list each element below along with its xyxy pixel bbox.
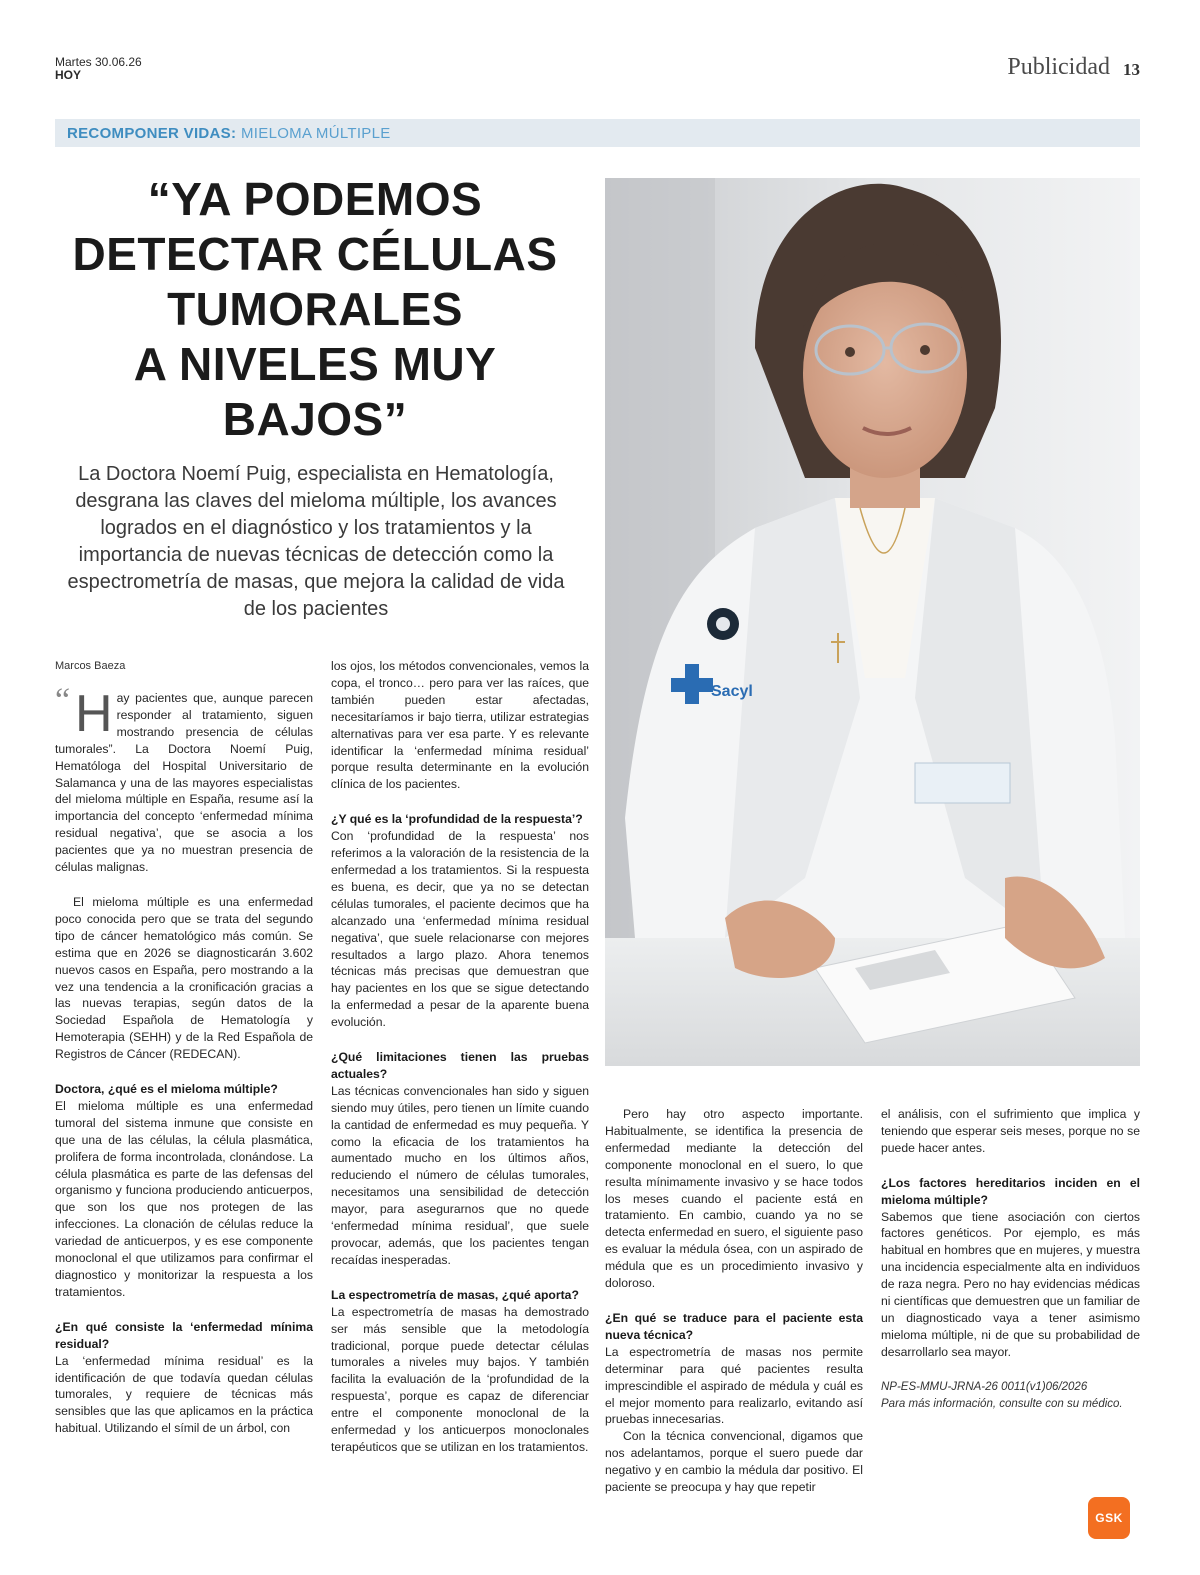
article-column-3 xyxy=(605,1106,863,1496)
interview-question: La espectrometría de masas, ¿qué aporta? xyxy=(331,1287,579,1302)
section-name: Publicidad xyxy=(1007,54,1110,80)
interview-question: ¿Qué limitaciones tienen las pruebas actuales? xyxy=(331,1050,589,1081)
headline-line: BAJOS” xyxy=(222,393,408,445)
date-text: Martes 30.06.26 xyxy=(55,55,142,69)
page-number: 13 xyxy=(1123,60,1140,79)
interview-answer: La espectrometría de masas nos permite determinar para qué pacientes resulta imprescindible el aspirado de médula y cuál es el mejor momento para realizarlo, evitando así pruebas innecesarias. xyxy=(605,1344,863,1427)
interview-question: ¿Los factores hereditarios inciden en el mieloma múltiple? xyxy=(881,1175,1140,1207)
reference-note: Para más información, consulte con su médico. xyxy=(881,1397,1123,1410)
interview-answer: La espectrometría de masas ha demostrado ser más sensible que la metodología tradicional, porque puede detectar células tumorales a niveles muy bajos. Y también facilita la evaluación de la ‘profundidad de la respuesta’, porque es capaz de diferenciar entre el componente monoclonal de la enfermedad y los anticuerpos monoclonales terapéuticos que se utilizan en los tratamientos. xyxy=(331,1304,589,1454)
topic-name: MIELOMA MÚLTIPLE xyxy=(241,125,391,142)
headline-line: TUMORALES xyxy=(167,283,463,335)
sponsor-logo: GSK xyxy=(1088,1497,1130,1539)
standfirst: La Doctora Noemí Puig, especialista en Hematología, desgrana las claves del mieloma múltiple, los avances logrados en el diagnóstico y los tratamientos y la importancia de nuevas técnicas de detección como la espectrometría de masas, que mejora la calidad de vida de los pacientes xyxy=(67,463,565,620)
interview-answer: los ojos, los métodos convencionales, vemos la copa, el tronco… pero para ver las raíces, que también pueden estar afectadas, necesitaríamos ir bajo tierra, utilizar estrategias alternativas para ver esa parte. Y es relevante identificar la ‘enfermedad mínima residual’ porque resulta determinante en la evolución clínica de los pacientes. xyxy=(331,659,589,792)
reference-code: NP-ES-MMU-JRNA-26 0011(v1)06/2026 xyxy=(881,1380,1088,1393)
interview-question: Doctora, ¿qué es el mieloma múltiple? xyxy=(55,1082,278,1097)
paragraph: ay pacientes que, aunque parecen responder al tratamiento, siguen mostrando presencia de células tumorales”. La Doctora Noemí Puig, Hematóloga del Hospital Universitario de Salamanca y una de las mayores especialistas del mieloma múltiple en España, resume así la importancia del concepto ‘enfermedad mínima residual negativa’, que se asocia a los pacientes que ya no muestran presencia de células malignas. xyxy=(55,691,313,875)
headline-line: DETECTAR CÉLULAS xyxy=(72,228,558,280)
article-column-1 xyxy=(55,682,313,1437)
open-quote-mark: “ xyxy=(55,682,71,719)
paragraph: el análisis, con el sufrimiento que implica y teniendo que esperar seis meses, porque no se puede hacer antes. xyxy=(881,1107,1140,1155)
paragraph: Pero hay otro aspecto importante. Habitualmente, se identifica la presencia de enfermedad mediante la detección del componente monoclonal en el suero, lo que resulta mínimamente invasivo y se hace todos los meses cuando el paciente está en tratamiento. En cambio, cuando ya no se detecta enfermedad en suero, el siguiente paso es evaluar la médula ósea, con un aspirado de médula que es un procedimiento invasivo y doloroso. xyxy=(605,1107,863,1291)
interview-answer: La ‘enfermedad mínima residual’ es la identificación de que todavía quedan células tumorales, y requiere de técnicas más sensibles que las que aplicamos en la práctica habitual. Utilizando el símil de un árbol, con xyxy=(55,1353,313,1436)
article-column-4 xyxy=(881,1106,1140,1413)
interview-question: ¿En qué consiste la ‘enfermedad mínima residual? xyxy=(55,1319,313,1351)
lead-paragraph xyxy=(55,682,313,876)
interview-answer: Sabemos que tiene asociación con ciertos factores genéticos. Por ejemplo, es más habitual en hombres que en mujeres, y muestra una incidencia especialmente alta en individuos de raza negra. Pero no hay evidencias médicas ni científicas que demuestren que un familiar de un diagnosticado vaya a tener asimismo mieloma múltiple, ni de que su probabilidad de desarrollarlo sea mayor. xyxy=(881,1209,1140,1359)
clinic-logo-text: Sacyl xyxy=(711,683,753,700)
doctor-photo xyxy=(605,178,1140,1066)
interview-question: ¿En qué se traduce para el paciente esta nueva técnica? xyxy=(605,1310,863,1342)
newspaper-name: HOY xyxy=(55,68,82,82)
interview-answer: Las técnicas convencionales han sido y siguen siendo muy útiles, pero tienen un límite cuando la cantidad de enfermedad es muy pequeña. Y como la eficacia de los tratamientos ha aumentado mucho en los últimos años, reduciendo el número de células tumorales, necesitamos una sensibilidad de detección mayor, para asegurarnos que no quede ‘enfermedad mínima residual’, que suele provocar, además, que los pacientes tengan recaídas inesperadas. xyxy=(331,1083,589,1267)
paragraph: Con la técnica convencional, digamos que nos adelantamos, porque el suero puede dar negativo y en cambio la médula dar positivo. El paciente se preocupa y hay que repetir xyxy=(605,1429,863,1495)
topic-kicker: RECOMPONER VIDAS: xyxy=(67,125,237,142)
issue-date xyxy=(55,56,142,82)
article-column-2 xyxy=(331,658,589,1456)
byline: Marcos Baeza xyxy=(55,660,126,672)
drop-cap: H xyxy=(75,685,113,743)
headline-line: A NIVELES MUY xyxy=(133,338,497,390)
interview-answer: Con ‘profundidad de la respuesta’ nos referimos a la valoración de la resistencia de la enfermedad a los tratamientos. Si la respuesta es buena, es decir, que ya no se detectan células tumorales, el paciente decimos que ha alcanzado una ‘enfermedad mínima residual negativa’, que suele relacionarse con mejores resultados a largo plazo. Ahora tenemos técnicas más precisas que demuestran que hay pacientes en los que se sigue detectando la enfermedad a pesar de la aparente buena evolución. xyxy=(331,829,589,1030)
headline xyxy=(55,172,575,447)
interview-question: ¿Y qué es la ‘profundidad de la respuesta’? xyxy=(331,812,583,827)
topic-band xyxy=(55,119,1140,147)
paragraph: El mieloma múltiple es una enfermedad poco conocida pero que se trata del segundo tipo de cáncer hematológico más común. Se estima que en 2026 se diagnosticarán 3.602 nuevos casos en España, pero mostrando a la vez una tendencia a la cronificación gracias a las nuevas terapias, según datos de la Sociedad Española de Hematología y Hemoterapia (SEHH) y de la Red Española de Registros de Cáncer (REDECAN). xyxy=(55,894,313,1062)
interview-answer: El mieloma múltiple es una enfermedad tumoral del sistema inmune que consiste en que una de las células, la célula plasmática, prolifera de forma incontrolada, clonándose. La célula plasmática es parte de las defensas del organismo y funciona produciendo anticuerpos, que son los que nos protegen de las infecciones. La clonación de células reduce la variedad de anticuerpos, y es ese componente monoclonal el que utilizamos para confirmar el diagnostico y monitorizar la respuesta a los tratamientos. xyxy=(55,1098,313,1299)
headline-line: “YA PODEMOS xyxy=(147,173,483,225)
